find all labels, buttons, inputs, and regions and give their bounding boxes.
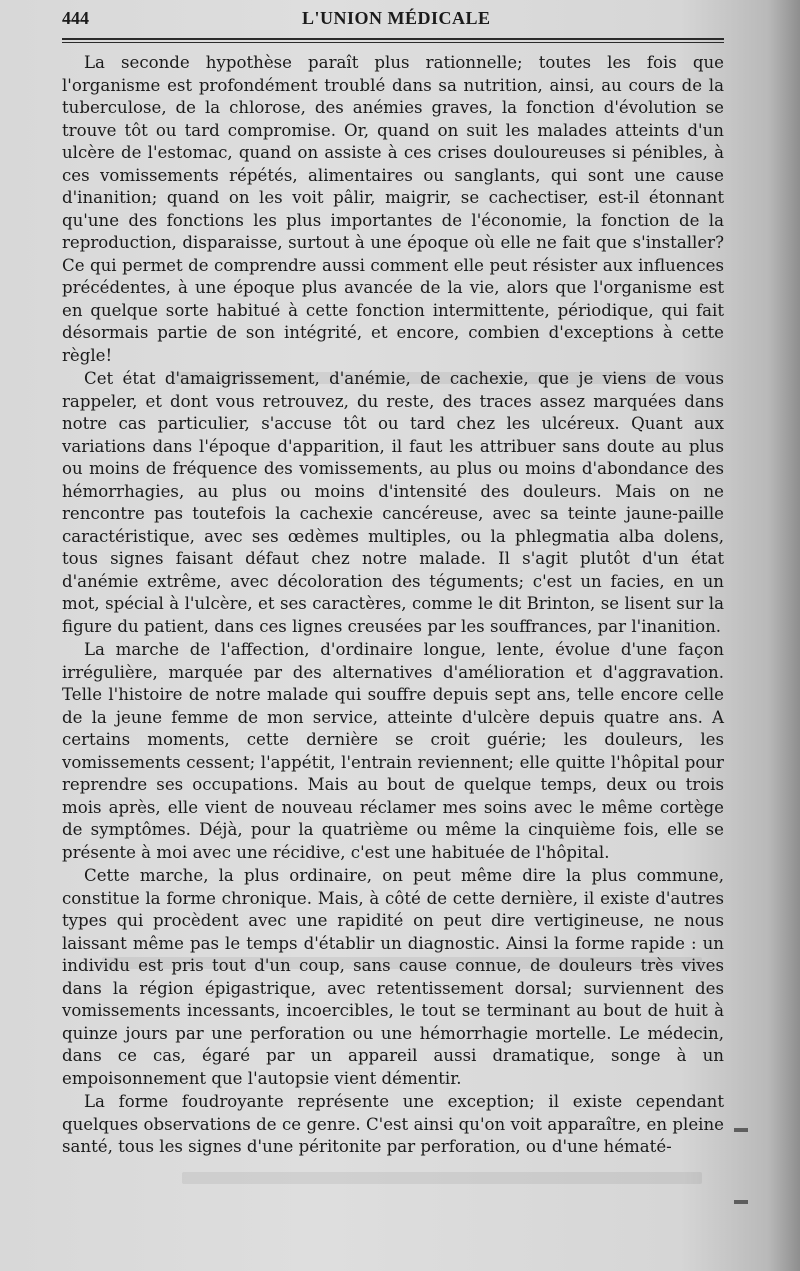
page-edge-mark <box>734 1200 748 1204</box>
running-head: L'UNION MÉDICALE <box>302 8 491 28</box>
header-rule <box>62 38 724 43</box>
body-text <box>62 52 724 1159</box>
paragraph: La marche de l'affection, d'ordinaire longue, lente, évolue d'une façon irrégulière, marquée par des alternatives d'amélioration et d'aggravation. Telle l'histoire de notre malade qui souffre depuis sept ans, telle encore celle de la jeune femme de mon service, atteinte d'ulcère depuis quatre ans. A certains moments, cette dernière se croit guérie; les douleurs, les vomissements cessent; l'appétit, l'entrain reviennent; elle quitte l'hôpital pour reprendre ses occupations. Mais au bout de quelque temps, deux ou trois mois après, elle vient de nouveau réclamer mes soins avec le même cortège de symptômes. Déjà, pour la quatrième ou même la cinquième fois, elle se présente à moi avec une récidive, c'est une habituée de l'hôpital. <box>62 640 724 862</box>
paragraph: La forme foudroyante représente une exception; il existe cependant quelques observations de ce genre. C'est ainsi qu'on voit apparaître, en pleine santé, tous les signes d'une péritonite par perforation, ou d'une hématé- <box>62 1092 724 1156</box>
page-edge-mark <box>734 1128 748 1132</box>
page-number: 444 <box>62 8 89 28</box>
page-header <box>62 8 722 32</box>
paragraph: La seconde hypothèse paraît plus rationnelle; toutes les fois que l'organisme est profondément troublé dans sa nutrition, ainsi, au cours de la tuberculose, de la chlorose, des anémies graves, la fonction d'évolution se trouve tôt ou tard compromise. Or, quand on suit les malades atteints d'un ulcère de l'estomac, quand on assiste à ces crises douloureuses si pénibles, à ces vomissements répétés, alimentaires ou sanglants, qui sont une cause d'inanition; quand on les voit pâlir, maigrir, se cachectiser, est-il étonnant qu'une des fonctions les plus importantes de l'économie, la fonction de la reproduction, disparaisse, surtout à une époque où elle ne fait que s'installer? Ce qui permet de comprendre aussi comment elle peut résister aux influences précédentes, à une époque plus avancée de la vie, alors que l'organisme est en quelque sorte habitué à cette fonction intermittente, périodique, qui fait désormais partie de son intégrité, et encore, combien d'exceptions à cette règle! <box>62 53 724 365</box>
paragraph: Cet état d'amaigrissement, d'anémie, de cachexie, que je viens de vous rappeler, et dont vous retrouvez, du reste, des traces assez marquées dans notre cas particulier, s'accuse tôt ou tard chez les ulcéreux. Quant aux variations dans l'époque d'apparition, il faut les attribuer sans doute au plus ou moins de fréquence des vomissements, au plus ou moins d'abondance des hémorrhagies, au plus ou moins d'intensité des douleurs. Mais on ne rencontre pas toutefois la cachexie cancéreuse, avec sa teinte jaune-paille caractéristique, avec ses œdèmes multiples, ou la phlegmatia alba dolens, tous signes faisant défaut chez notre malade. Il s'agit plutôt d'un état d'anémie extrême, avec décoloration des téguments; c'est un facies, en un mot, spécial à l'ulcère, et ses caractères, comme le dit Brinton, se lisent sur la figure du patient, dans ces lignes creusées par les souffrances, par l'inanition. <box>62 369 724 636</box>
paragraph: Cette marche, la plus ordinaire, on peut même dire la plus commune, constitue la forme chronique. Mais, à côté de cette dernière, il existe d'autres types qui procèdent avec une rapidité on peut dire vertigineuse, ne nous laissant même pas le temps d'établir un diagnostic. Ainsi la forme rapide : un individu est pris tout d'un coup, sans cause connue, de douleurs très vives dans la région épigastrique, avec retentissement dorsal; surviennent des vomissements incessants, incoercibles, le tout se terminant au bout de huit à quinze jours par une perforation ou une hémorrhagie mortelle. Le médecin, dans ce cas, égaré par un appareil aussi dramatique, songe à un empoisonnement que l'autopsie vient démentir. <box>62 866 724 1088</box>
